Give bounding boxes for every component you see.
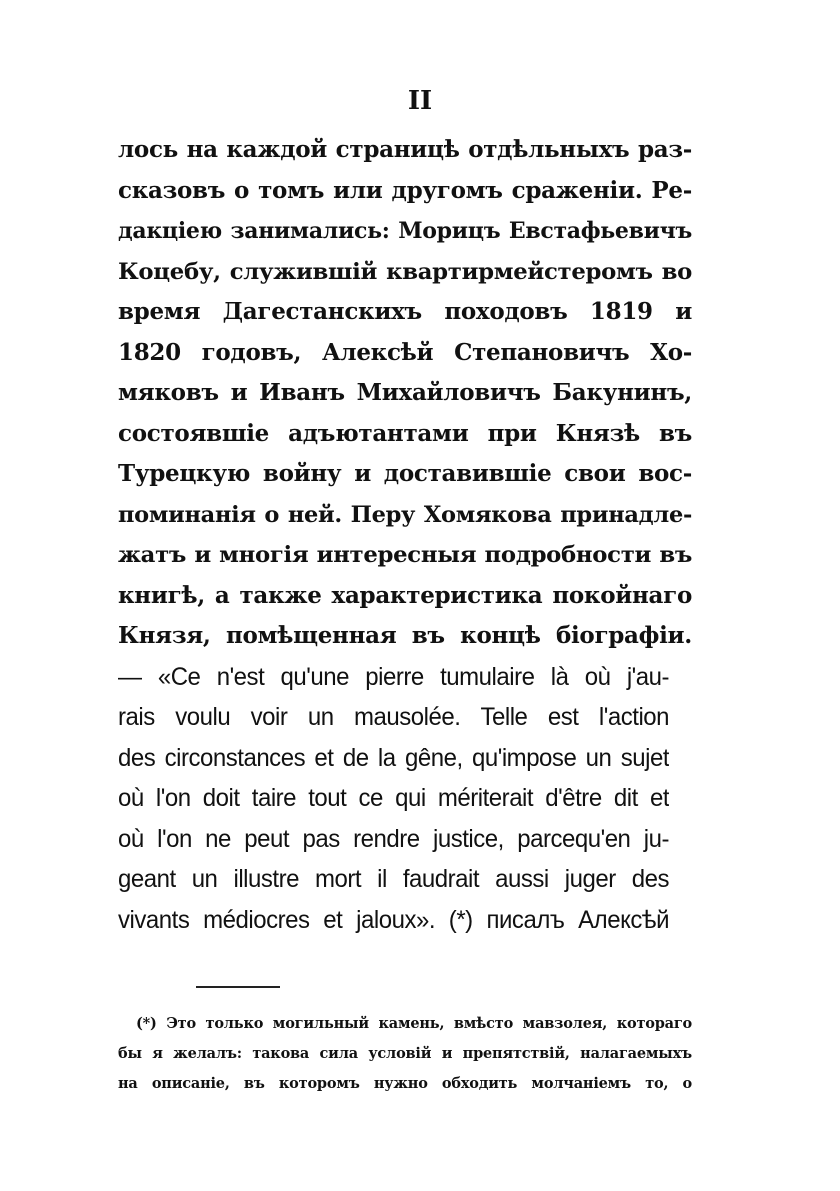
text-line-french: geant un illustre mort il faudrait aussi juger des — [118, 865, 670, 893]
text-line-mixed: vivants médiocres et jaloux». (*) писалъ Алексѣй — [118, 905, 670, 934]
page-number: II — [407, 86, 433, 116]
footnote-divider — [196, 986, 280, 988]
text-line: жатъ и многія интересныя подробности въ — [118, 542, 692, 568]
text-line: книгѣ, а также характеристика покойнаго — [118, 581, 692, 609]
text-line-french: rais voulu voir un mausolée. Telle est l'action — [118, 703, 670, 731]
text-line-french: où l'on ne peut pas rendre justice, parcequ'en ju- — [118, 824, 670, 853]
text-line: лось на каждой страницѣ отдѣльныхъ раз- — [118, 136, 692, 163]
text-line: состоявшіе адъютантами при Князѣ въ — [118, 419, 692, 447]
text-line: Коцебу, служившій квартирмейстеромъ во — [118, 258, 692, 285]
text-line: сказовъ о томъ или другомъ сраженіи. Ре- — [118, 176, 692, 204]
text-line-french: — «Ce n'est qu'une pierre tumulaire là où j'au- — [118, 662, 670, 691]
text-line: время Дагестанскихъ походовъ 1819 и — [118, 298, 692, 325]
text-line: поминанія о ней. Перу Хомякова принадле- — [118, 501, 692, 528]
footnote-line: на описаніе, въ которомъ нужно обходить молчаніемъ то, о — [118, 1075, 692, 1092]
text-line: Князя, помѣщенная въ концѣ біографіи. — [118, 622, 692, 649]
footnote-line: бы я желалъ: такова сила условій и препятствій, налагаемыхъ — [118, 1045, 692, 1062]
text-line: мяковъ и Иванъ Михайловичъ Бакунинъ, — [118, 379, 692, 406]
main-text — [118, 130, 692, 940]
text-line-french: des circonstances et de la gêne, qu'impose un sujet — [118, 743, 670, 772]
text-line: дакціею занимались: Морицъ Евстафьевичъ — [118, 218, 692, 244]
footnote-line: (*) Это только могильный камень, вмѣсто мавзолея, котораго — [136, 1015, 692, 1032]
text-line-french: où l'on doit taire tout ce qui mériterait d'être dit et — [118, 784, 670, 812]
footnote — [118, 1009, 692, 1099]
text-line: Турецкую войну и доставившіе свои вос- — [118, 460, 692, 487]
text-line: 1820 годовъ, Алексѣй Степановичъ Хо- — [118, 338, 692, 366]
